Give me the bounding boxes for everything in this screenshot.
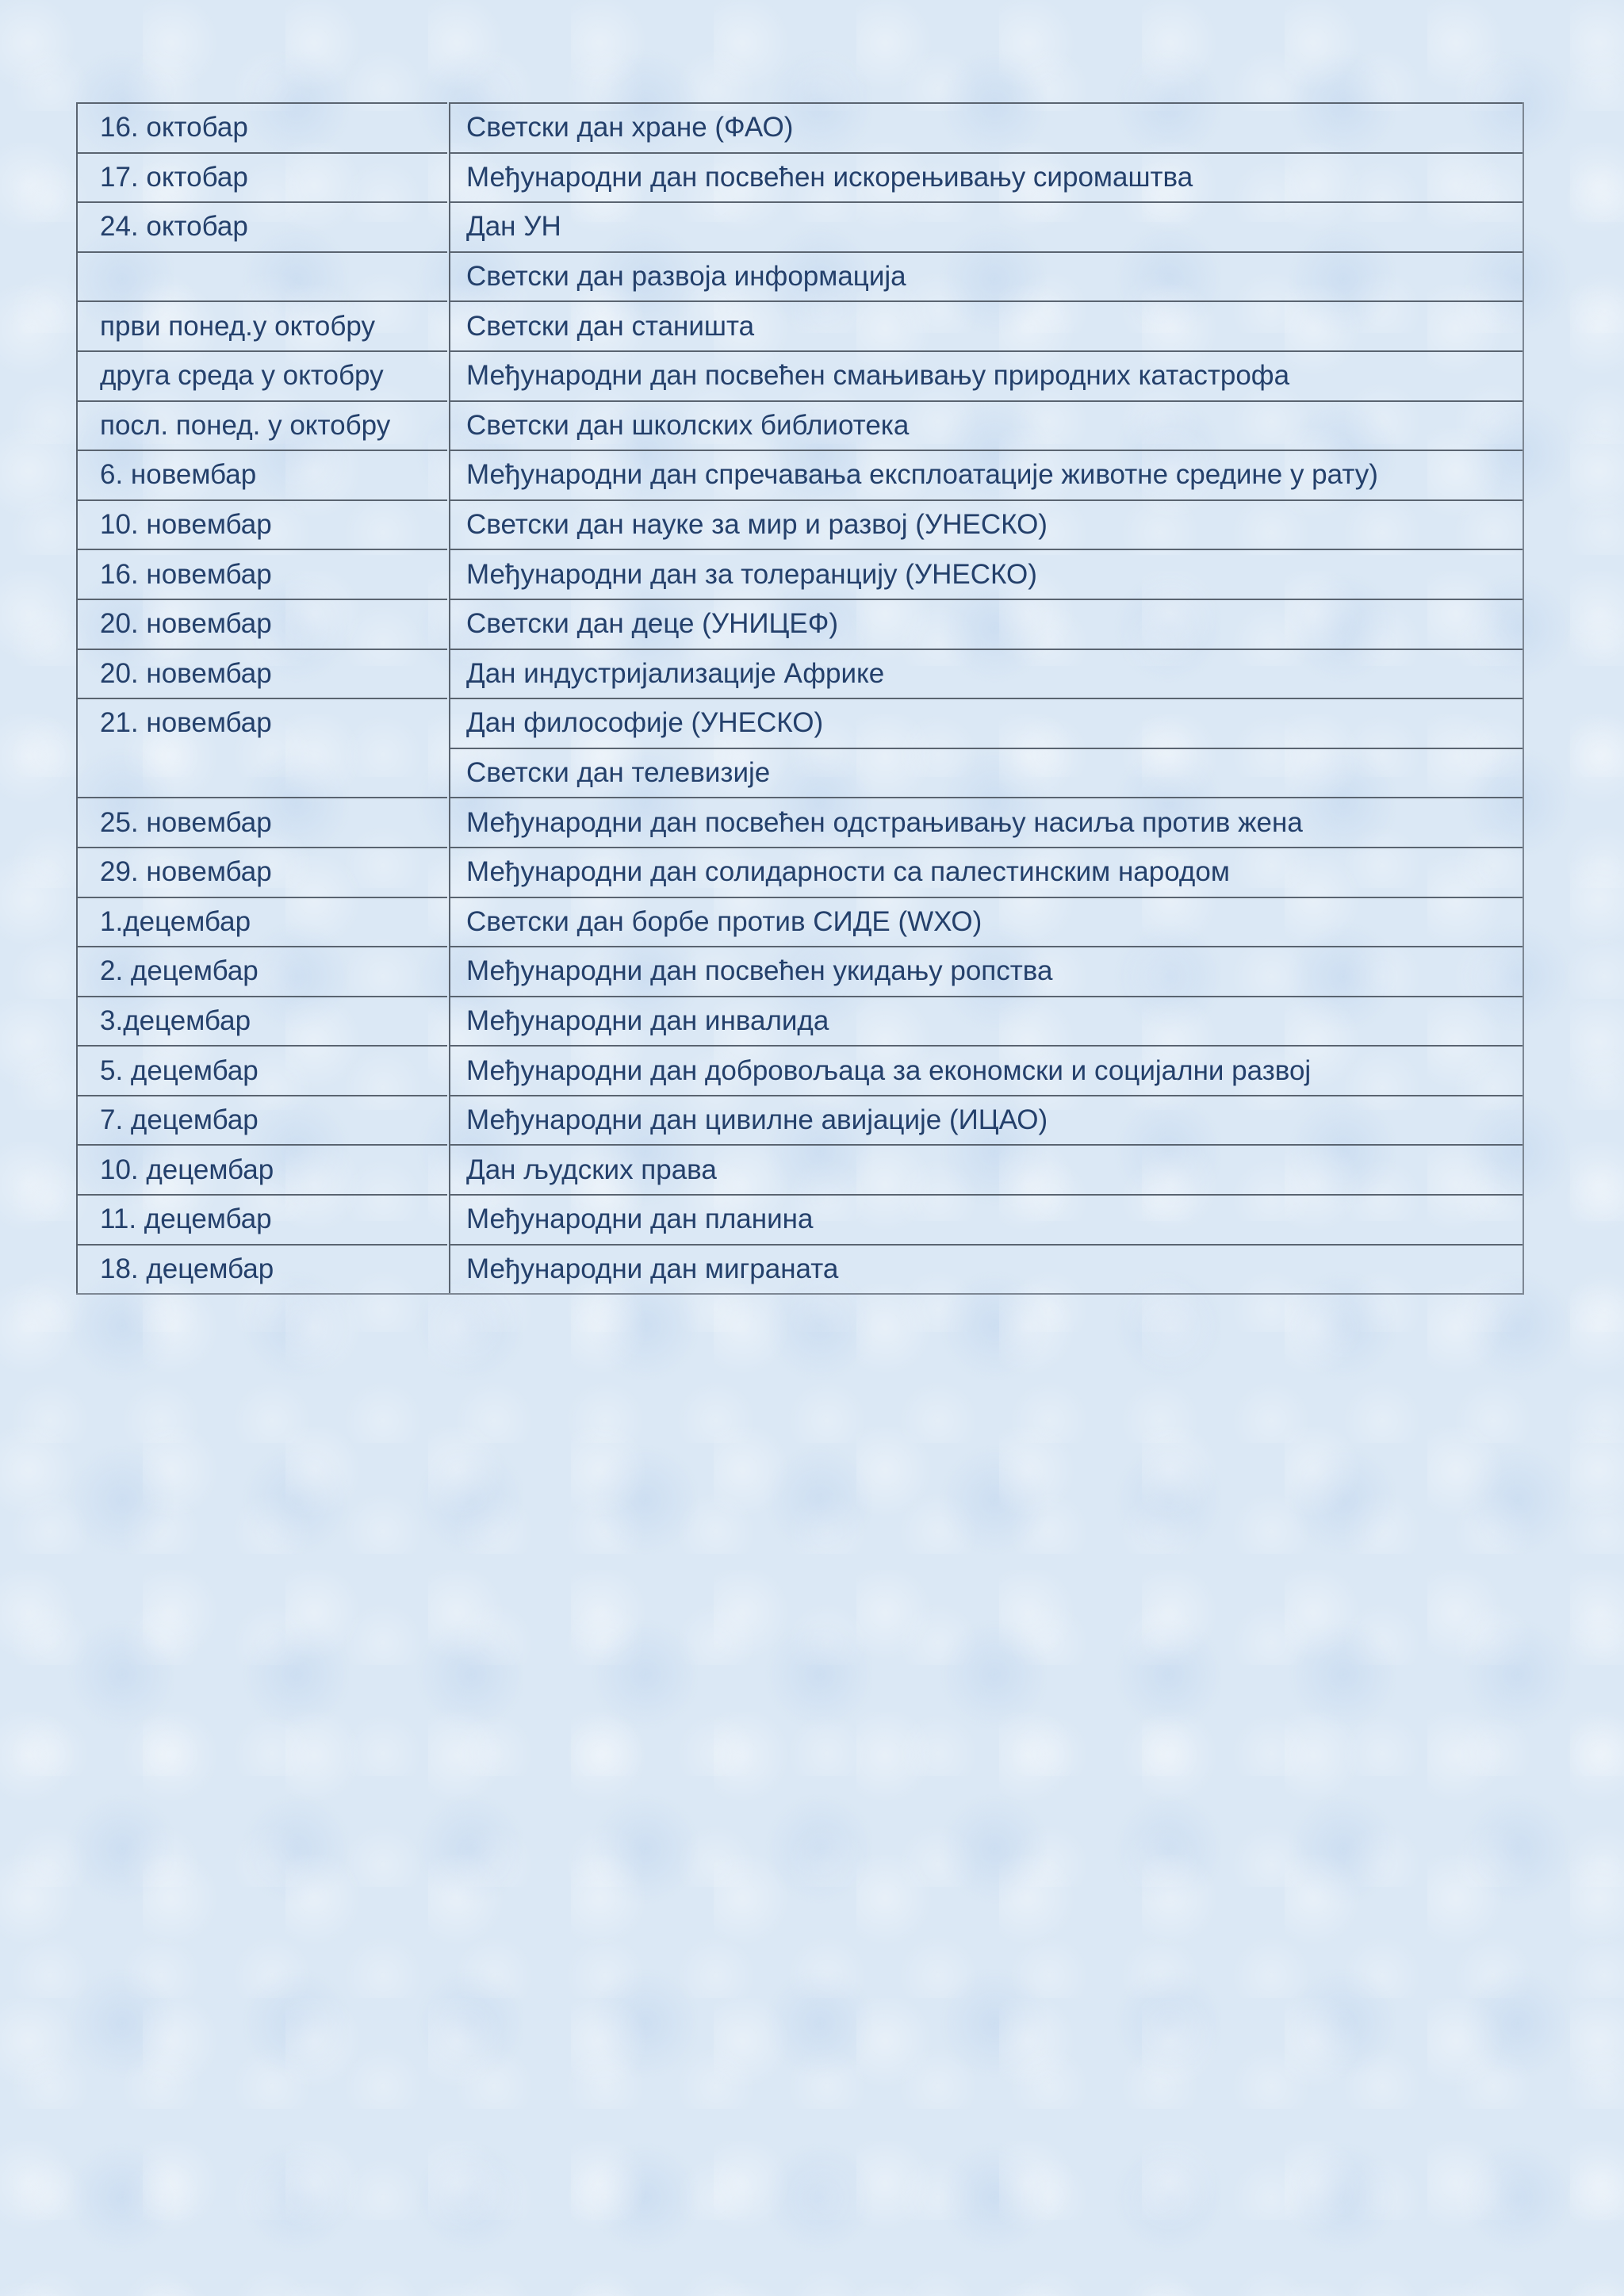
event-cell: Светски дан науке за мир и развој (УНЕСКО) xyxy=(449,499,1522,549)
date-cell: 17. октобар xyxy=(76,152,447,202)
table-row xyxy=(76,1144,1522,1194)
date-cell: 11. децембар xyxy=(76,1194,447,1244)
event-cell: Међународни дан посвећен одстрањивању насиља против жена xyxy=(449,797,1522,847)
date-cell: 29. новембар xyxy=(76,847,447,897)
event-cell: Светски дан развоја информација xyxy=(449,251,1522,301)
event-cell: Међународни дан за толеранцију (УНЕСКО) xyxy=(449,549,1522,599)
date-cell: 10. децембар xyxy=(76,1144,447,1194)
date-cell xyxy=(76,251,447,301)
event-cell: Међународни дан посвећен искорењивању сиромаштва xyxy=(449,152,1522,202)
table-row xyxy=(76,300,1522,350)
date-cell: 3.децембар xyxy=(76,996,447,1046)
event-cell: Међународни дан цивилне авијације (ИЦАО) xyxy=(449,1095,1522,1145)
table-row xyxy=(76,350,1522,400)
event-cell: Међународни дан спречавања експлоатације животне средине у рату) xyxy=(449,450,1522,499)
table-row xyxy=(76,748,1522,798)
event-cell: Светски дан борбе против СИДЕ (WХО) xyxy=(449,897,1522,947)
date-cell: 20. новембар xyxy=(76,649,447,698)
date-cell: посл. понед. у октобру xyxy=(76,400,447,450)
date-cell: 2. децембар xyxy=(76,946,447,996)
table-row xyxy=(76,1095,1522,1145)
event-cell: Дан философије (УНЕСКО) xyxy=(449,698,1522,748)
event-cell: Међународни дан солидарности са палестинским народом xyxy=(449,847,1522,897)
table-row xyxy=(76,499,1522,549)
date-cell: 10. новембар xyxy=(76,499,447,549)
table-row xyxy=(76,102,1522,152)
table-row xyxy=(76,1194,1522,1244)
date-cell: 18. децембар xyxy=(76,1244,447,1294)
table-row xyxy=(76,897,1522,947)
table-row xyxy=(76,649,1522,698)
event-cell: Светски дан станишта xyxy=(449,300,1522,350)
table-row xyxy=(76,698,1522,748)
date-cell: 1.децембар xyxy=(76,897,447,947)
table-row xyxy=(76,549,1522,599)
date-cell: 7. децембар xyxy=(76,1095,447,1145)
table-row xyxy=(76,599,1522,649)
date-cell: 20. новембар xyxy=(76,599,447,649)
table-row xyxy=(76,450,1522,499)
event-cell: Међународни дан посвећен укидању ропства xyxy=(449,946,1522,996)
event-cell: Светски дан телевизије xyxy=(449,748,1522,798)
date-cell xyxy=(76,748,447,798)
table-row xyxy=(76,400,1522,450)
event-cell: Светски дан школских библиотека xyxy=(449,400,1522,450)
date-cell: 21. новембар xyxy=(76,698,447,748)
event-cell: Дан УН xyxy=(449,201,1522,251)
event-cell: Светски дан хране (ФАО) xyxy=(449,102,1522,152)
table-row xyxy=(76,251,1522,301)
event-cell: Међународни дан инвалида xyxy=(449,996,1522,1046)
international-days-table xyxy=(76,102,1524,1295)
date-cell: 24. октобар xyxy=(76,201,447,251)
date-cell: први понед.у октобру xyxy=(76,300,447,350)
table-row xyxy=(76,1244,1522,1294)
date-cell: друга среда у октобру xyxy=(76,350,447,400)
event-cell: Међународни дан добровољаца за економски и социјални развој xyxy=(449,1045,1522,1095)
table-row xyxy=(76,946,1522,996)
table-row xyxy=(76,201,1522,251)
date-cell: 5. децембар xyxy=(76,1045,447,1095)
date-cell: 6. новембар xyxy=(76,450,447,499)
event-cell: Светски дан деце (УНИЦЕФ) xyxy=(449,599,1522,649)
table-row xyxy=(76,152,1522,202)
date-cell: 16. октобар xyxy=(76,102,447,152)
date-cell: 25. новембар xyxy=(76,797,447,847)
table-row xyxy=(76,1045,1522,1095)
event-cell: Дан људских права xyxy=(449,1144,1522,1194)
event-cell: Међународни дан миграната xyxy=(449,1244,1522,1294)
table-row xyxy=(76,847,1522,897)
date-cell: 16. новембар xyxy=(76,549,447,599)
table-row xyxy=(76,797,1522,847)
event-cell: Међународни дан посвећен смањивању природних катастрофа xyxy=(449,350,1522,400)
event-cell: Међународни дан планина xyxy=(449,1194,1522,1244)
table-row xyxy=(76,996,1522,1046)
event-cell: Дан индустријализације Африке xyxy=(449,649,1522,698)
